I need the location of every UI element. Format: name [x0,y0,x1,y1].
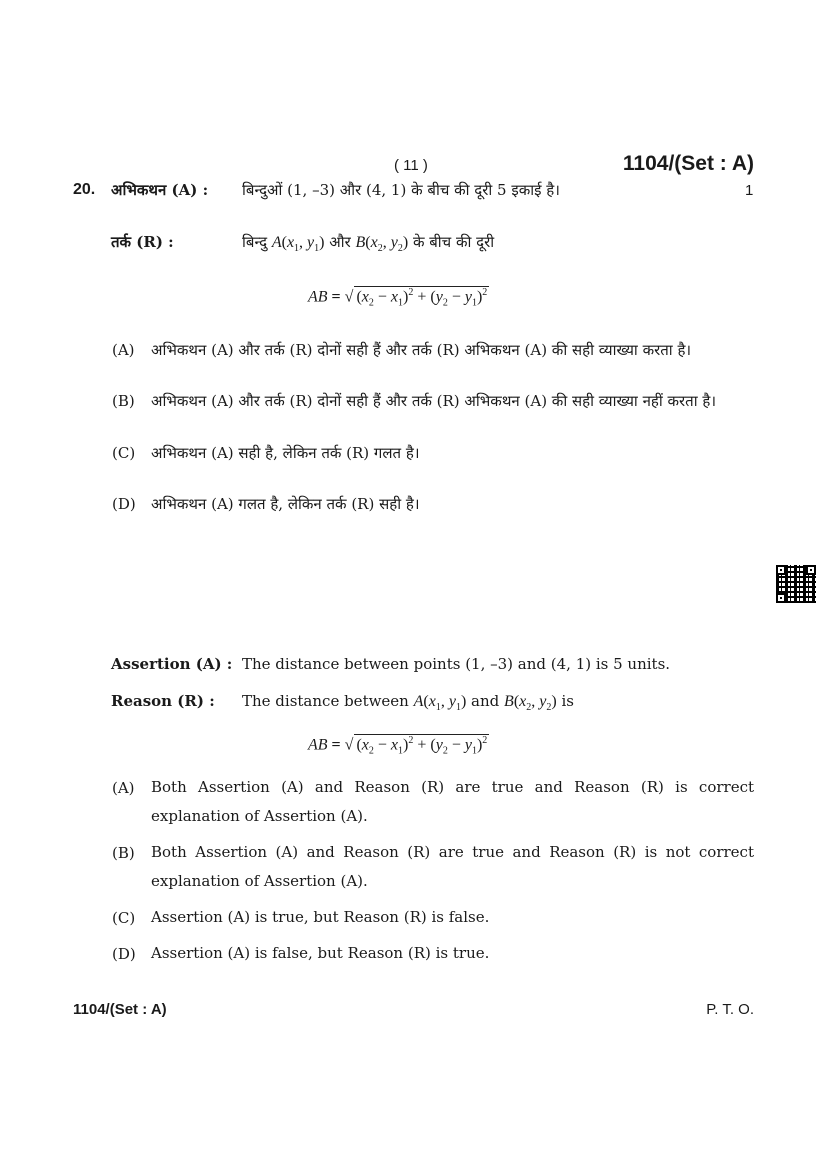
set-code-header: 1104/(Set : A) [622,152,754,175]
assertion-label-en: Assertion (A) : [111,655,233,673]
reason-label-en: Reason (R) : [111,692,215,710]
marks: 1 [745,182,754,199]
page-number: ( 11 ) [394,157,428,174]
question-number: 20. [73,181,96,198]
please-turn-over: P. T. O. [706,1001,754,1018]
option-label-en-b: (B) [112,844,135,862]
option-label-en-a: (A) [112,779,135,797]
option-hi-a: अभिकथन (A) और तर्क (R) दोनों सही हैं और तर्क (R) अभिकथन (A) की सही व्याख्या करता है। [151,341,692,359]
option-label-hi-b: (B) [112,392,135,410]
assertion-label-hi: अभिकथन (A) : [111,181,209,199]
reason-text-en: The distance between $A(x_1$, $y_1$) and $B(x_2$, $y_2$) is [242,692,574,714]
option-label-en-d: (D) [112,945,136,963]
set-code-footer: 1104/(Set : A) [73,1001,167,1018]
option-en-c: Assertion (A) is true, but Reason (R) is false. [151,908,490,926]
option-en-a: Both Assertion (A) and Reason (R) are true and Reason (R) is correct explanation of Assertion (A). [151,778,754,825]
distance-formula-en: AB = √ $(x_2 - x_1)^2 + (y_2 - y_1)^2$ [308,735,488,757]
option-label-en-c: (C) [112,909,136,927]
option-hi-b: अभिकथन (A) और तर्क (R) दोनों सही हैं और तर्क (R) अभिकथन (A) की सही व्याख्या नहीं करता है। [151,392,717,410]
assertion-text-en: The distance between points (1, –3) and (4, 1) is 5 units. [242,655,671,673]
option-label-hi-a: (A) [112,341,135,359]
qr-code [776,565,816,603]
distance-formula-hi: AB = √ $(x_2 - x_1)^2 + (y_2 - y_1)^2$ [308,287,488,309]
option-label-hi-d: (D) [112,495,136,513]
option-en-b: Both Assertion (A) and Reason (R) are true and Reason (R) is not correct explanation of Assertion (A). [151,843,754,890]
option-en-d: Assertion (A) is false, but Reason (R) is true. [151,944,490,962]
option-label-hi-c: (C) [112,444,136,462]
reason-text-hi: बिन्दु $A(x_1$, $y_1$) और $B(x_2$, $y_2$) के बीच की दूरी [242,233,495,255]
option-hi-c: अभिकथन (A) सही है, लेकिन तर्क (R) गलत है। [151,444,420,462]
assertion-text-hi: बिन्दुओं (1, –3) और (4, 1) के बीच की दूरी 5 इकाई है। [242,181,560,199]
option-hi-d: अभिकथन (A) गलत है, लेकिन तर्क (R) सही है। [151,495,420,513]
reason-label-hi: तर्क (R) : [111,233,174,251]
